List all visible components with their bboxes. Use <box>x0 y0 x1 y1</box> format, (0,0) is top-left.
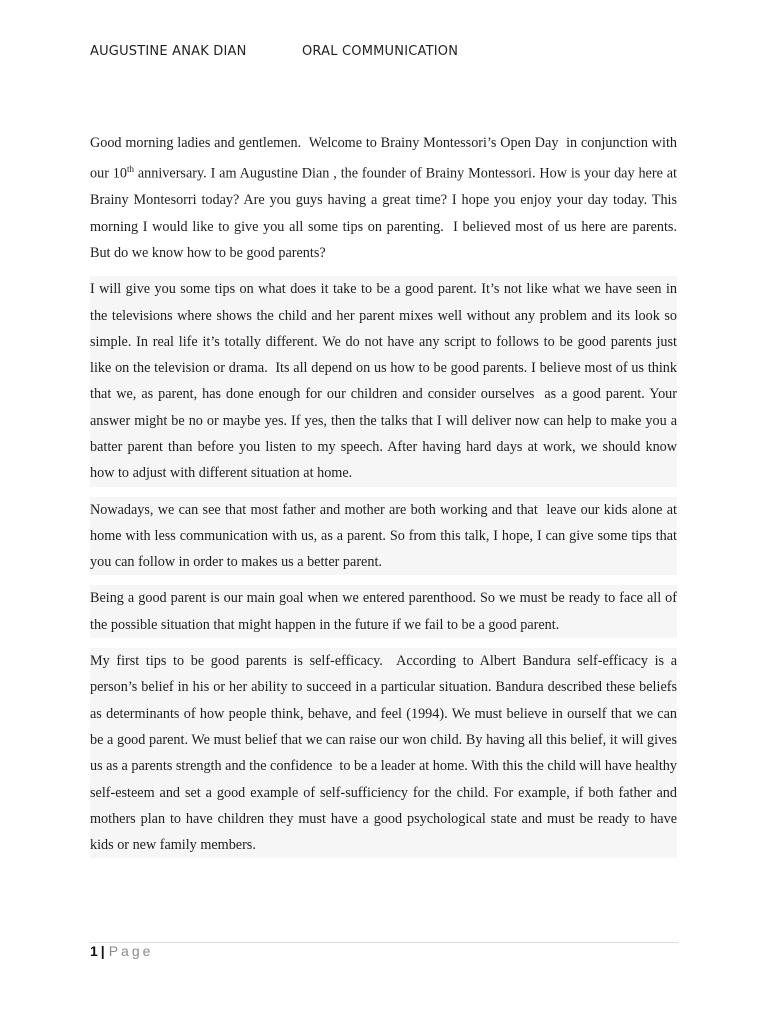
paragraph-good-parent-tips: I will give you some tips on what does it take to be a good parent. It’s not like what we have seen in the televisions where shows the child and her parent mixes well without any problem and its look so simple. In real life it’s totally different. We do not have any script to follows to be good parents just like on the television or drama. Its all depend on us how to be good parents. I believe most of us think that we, as parent, has done enough for our children and consider ourselves as a good parent. Your answer might be no or maybe yes. If yes, then the talks that I will deliver now can help to make you a batter parent than before you listen to my speech. After having hard days at work, we should know how to adjust with different situation at home. <box>90 276 677 486</box>
paragraph-self-efficacy: My first tips to be good parents is self-efficacy. According to Albert Bandura self-efficacy is a person’s belief in his or her ability to succeed in a particular situation. Bandura described these beliefs as determinants of how people think, behave, and feel (1994). We must believe in ourself that we can be a good parent. We must belief that we can raise our won child. By having all this belief, it will gives us as a parents strength and the confidence to be a leader at home. With this the child will have healthy self-esteem and set a good example of self-sufficiency for the child. For example, if both father and mothers plan to have children they must have a good psychological state and must be ready to have kids or new family members. <box>90 648 677 858</box>
paragraph-introduction-part2: anniversary. I am Augustine Dian , the founder of Brainy Montessori. How is your day here at Brainy Montesorri today? Are you guys having a great time? I hope you enjoy your day today. This morning I would like to give you all some tips on parenting. I believed most of us here are parents. But do we know how to be good parents? <box>90 166 677 261</box>
footer-divider <box>90 942 678 943</box>
page-label: Page <box>108 943 154 959</box>
header-author: AUGUSTINE ANAK DIAN <box>90 44 247 59</box>
paragraph-introduction-part1: Good morning ladies and gentlemen. Welcome to Brainy Montessori’s Open Day in conjunction with our 10 <box>90 135 677 183</box>
paragraph-parenthood-goal: Being a good parent is our main goal when we entered parenthood. So we must be ready to face all of the possible situation that might happen in the future if we fail to be a good parent. <box>90 585 677 638</box>
ordinal-superscript: th <box>126 164 134 175</box>
page-footer <box>90 943 153 959</box>
paragraph-introduction <box>90 130 677 266</box>
paragraph-working-parents: Nowadays, we can see that most father and mother are both working and that leave our kids alone at home with less communication with us, as a parent. So from this talk, I hope, I can give some tips that you can follow in order to makes us a better parent. <box>90 497 677 576</box>
page-number: 1 <box>90 943 98 959</box>
document-body <box>90 130 677 868</box>
header-course-title: ORAL COMMUNICATION <box>302 44 459 59</box>
footer-separator: | <box>100 943 105 959</box>
page-header <box>90 44 458 59</box>
